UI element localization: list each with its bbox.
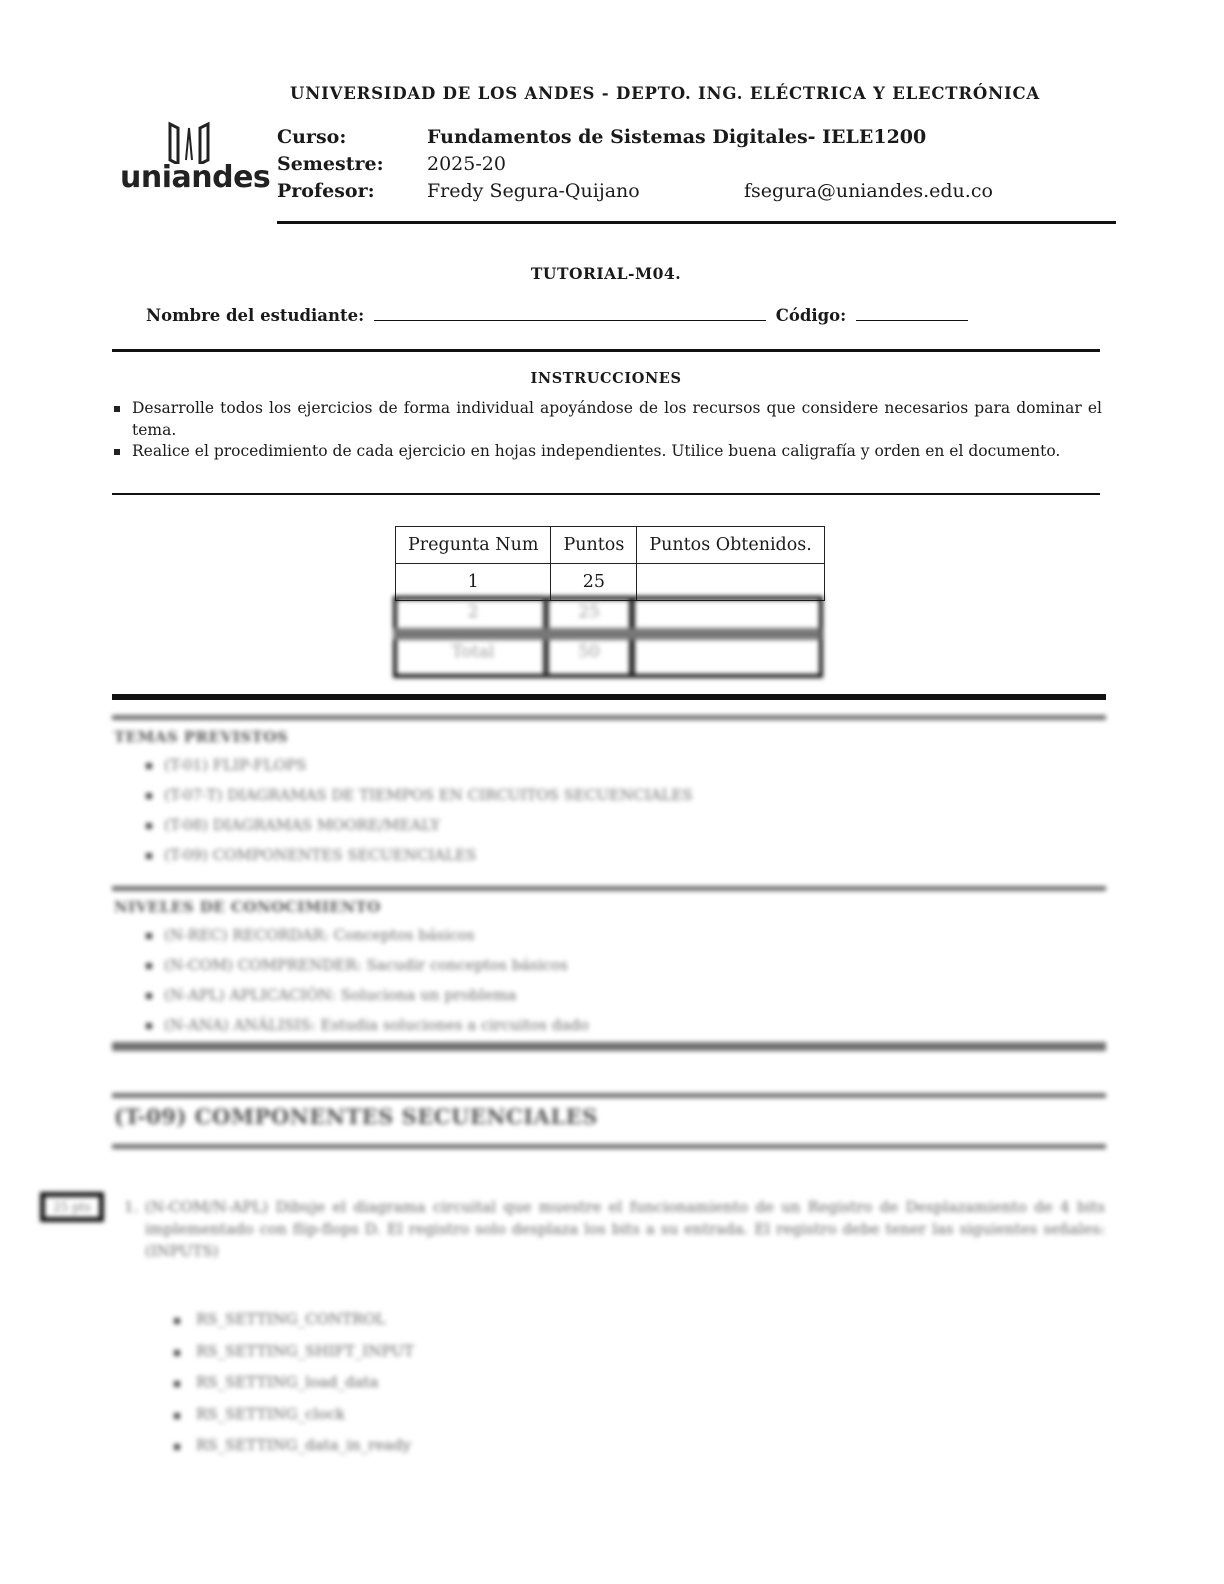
bullet-icon xyxy=(114,406,120,412)
section-top-divider xyxy=(112,1093,1106,1098)
bullet-icon xyxy=(146,793,152,799)
list-item: Desarrolle todos los ejercicios de forma individual apoyándose de los recursos que considere necesarios para dominar el tema. xyxy=(112,398,1102,441)
instructions-divider xyxy=(112,493,1100,495)
list-item: Realice el procedimiento de cada ejercicio en hojas independientes. Utilice buena caligrafía y orden en el documento. xyxy=(112,441,1102,463)
header-divider xyxy=(277,221,1116,224)
table-cell: 25 xyxy=(551,564,637,601)
semester-label: Semestre: xyxy=(277,153,384,175)
list-item: RS_SETTING_SHIFT_INPUT xyxy=(170,1336,570,1368)
question-text: (N-COM/N-APL) Dibuje el diagrama circuital que muestre el funcionamiento de un Registro de Desplazamiento de 4 bits implementado con flip-flops D. El registro solo desplaza los bits a su entrada. El registro debe tener las siguientes señales: (INPUTS) xyxy=(145,1198,1105,1260)
table-cell: 50 xyxy=(578,642,600,662)
instructions-list xyxy=(112,398,1102,463)
table-header: Puntos Obtenidos. xyxy=(637,527,825,564)
question-number: 1. xyxy=(124,1198,139,1216)
table-cell[interactable] xyxy=(637,564,825,601)
bullet-icon xyxy=(114,449,120,455)
bullet-icon xyxy=(146,823,152,829)
bullet-icon xyxy=(174,1413,180,1419)
page-title: TUTORIAL-M04. xyxy=(530,264,682,283)
table-divider xyxy=(112,694,1106,700)
university-header: UNIVERSIDAD DE LOS ANDES - DEPTO. ING. ELÉCTRICA Y ELECTRÓNICA xyxy=(290,84,1041,103)
temas-section xyxy=(114,724,814,870)
list-item: RS_SETTING_data_in_ready xyxy=(170,1430,570,1462)
table-cell: 25 xyxy=(578,602,600,622)
temas-divider xyxy=(112,715,1106,720)
table-row xyxy=(396,564,825,601)
niveles-bottom-divider xyxy=(112,1042,1106,1051)
bullet-icon xyxy=(146,763,152,769)
student-name-field[interactable] xyxy=(374,308,766,321)
bullet-icon xyxy=(146,1023,152,1029)
list-item: RS_SETTING_clock xyxy=(170,1399,570,1431)
instructions-title: INSTRUCCIONES xyxy=(530,370,682,387)
table-cell: 1 xyxy=(396,564,551,601)
list-item: (N-APL) APLICACIÓN: Soluciona un problema xyxy=(144,980,814,1010)
semester-value: 2025-20 xyxy=(427,153,506,175)
bullet-icon xyxy=(146,993,152,999)
course-label: Curso: xyxy=(277,126,347,148)
niveles-title: NIVELES DE CONOCIMIENTO xyxy=(114,898,381,916)
niveles-section xyxy=(114,894,814,1040)
niveles-divider xyxy=(112,886,1106,891)
logo-text: uniandes xyxy=(120,160,271,195)
table-header: Pregunta Num xyxy=(396,527,551,564)
list-item: (N-COM) COMPRENDER: Sacudir conceptos básicos xyxy=(144,950,814,980)
professor-label: Profesor: xyxy=(277,180,375,202)
bullet-icon xyxy=(146,853,152,859)
course-value: Fundamentos de Sistemas Digitales- IELE1200 xyxy=(427,126,927,148)
list-item: (T-07-T) DIAGRAMAS DE TIEMPOS EN CIRCUITOS SECUENCIALES xyxy=(144,780,814,810)
student-code-label: Código: xyxy=(775,306,847,325)
professor-value: Fredy Segura-Quijano xyxy=(427,180,640,202)
uniandes-logo xyxy=(120,120,271,200)
student-code-field[interactable] xyxy=(856,308,968,321)
list-item: (T-01) FLIP-FLOPS xyxy=(144,750,814,780)
score-table xyxy=(395,526,825,601)
bullet-icon xyxy=(146,963,152,969)
points-badge: 25 pts xyxy=(40,1192,104,1222)
section-title: (T-09) COMPONENTES SECUENCIALES xyxy=(114,1104,598,1129)
bullet-icon xyxy=(146,933,152,939)
question-subitems xyxy=(170,1304,570,1462)
section-bottom-divider xyxy=(112,1144,1106,1149)
student-info-row xyxy=(146,306,972,325)
list-item: (N-REC) RECORDAR: Conceptos básicos xyxy=(144,920,814,950)
bullet-icon xyxy=(174,1381,180,1387)
bullet-icon xyxy=(174,1444,180,1450)
student-name-label: Nombre del estudiante: xyxy=(146,306,365,325)
list-item: (N-ANA) ANÁLISIS: Estudia soluciones a circuitos dado xyxy=(144,1010,814,1040)
table-cell: Total xyxy=(451,642,495,662)
list-item: (T-08) DIAGRAMAS MOORE/MEALY xyxy=(144,810,814,840)
table-row-divider xyxy=(393,628,821,640)
name-divider xyxy=(112,349,1100,352)
bullet-icon xyxy=(174,1350,180,1356)
score-table-blurred xyxy=(393,596,821,676)
list-item: RS_SETTING_CONTROL xyxy=(170,1304,570,1336)
professor-email: fsegura@uniandes.edu.co xyxy=(744,180,993,202)
logo-emblem-icon xyxy=(120,120,260,164)
table-header: Puntos xyxy=(551,527,637,564)
temas-title: TEMAS PREVISTOS xyxy=(114,728,289,746)
list-item: (T-09) COMPONENTES SECUENCIALES xyxy=(144,840,814,870)
table-cell: 2 xyxy=(467,602,479,622)
table-header-row xyxy=(396,527,825,564)
list-item: RS_SETTING_load_data xyxy=(170,1367,570,1399)
bullet-icon xyxy=(174,1318,180,1324)
